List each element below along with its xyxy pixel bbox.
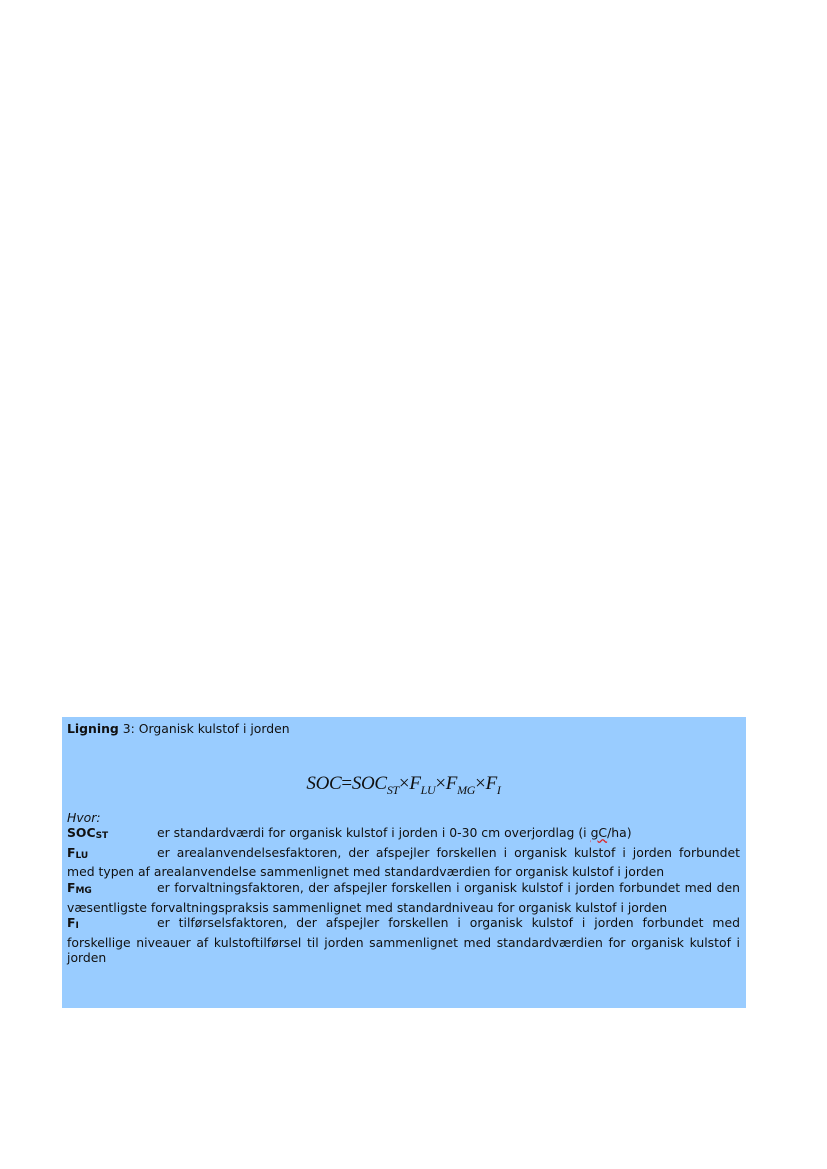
definition-f-i xyxy=(67,915,740,966)
formula-times-1: × xyxy=(398,772,410,794)
formula-f-i: F xyxy=(485,772,497,794)
formula-times-2: × xyxy=(435,772,446,794)
where-label: Hvor: xyxy=(67,809,101,825)
definition-text: er forvaltningsfaktoren, der afspejler forskellen i organisk kulstof i jorden forbundet med den væsentligste forvaltningspraksis sammenlignet med standardniveau for organisk kulstof i jorden xyxy=(67,879,740,915)
definition-symbol: $F_{LU}$ xyxy=(67,844,89,861)
equation-box xyxy=(62,717,746,1008)
formula-times-3: × xyxy=(475,772,486,794)
definition-symbol: $F_I$ xyxy=(67,915,79,932)
definition-f-mg xyxy=(67,880,740,915)
definition-text: er tilførselsfaktoren, der afspejler forskellen i organisk kulstof i jorden forbundet med forskellige niveauer af kulstoftilførsel til jorden sammenlignet med standardværdien for organisk kulstof i jorden xyxy=(67,915,740,966)
definition-symbol: $SOC_{ST}$ xyxy=(67,825,109,842)
equation-number: 3: xyxy=(122,721,135,736)
spellcheck-underlined-word: gC xyxy=(590,825,608,841)
formula-lhs: SOC xyxy=(306,772,342,794)
equation-label: Ligning xyxy=(67,721,119,736)
definition-soc-st xyxy=(67,825,740,845)
formula-f-lu-subscript: LU xyxy=(420,782,436,797)
formula-equals: = xyxy=(341,772,352,794)
formula-f-lu: F xyxy=(409,772,421,794)
definition-symbol: $F_{MG}$ xyxy=(67,879,92,896)
definition-f-lu xyxy=(67,845,740,880)
formula-soc-subscript: ST xyxy=(386,782,399,797)
equation-title: Organisk kulstof i jorden xyxy=(138,721,290,736)
soc-formula xyxy=(67,772,740,810)
definition-text: er arealanvendelsesfaktoren, der afspejler forskellen i organisk kulstof i jorden forbundet med typen af arealanvendelse sammenlignet med standardværdien for organisk kulstof i jorden xyxy=(67,844,740,880)
formula-f-mg-subscript: MG xyxy=(457,782,476,797)
formula-f-i-subscript: I xyxy=(496,782,501,797)
equation-caption xyxy=(67,721,740,737)
definition-text: er standardværdi for organisk kulstof i jorden i 0-30 cm overjordlag (i gC/ha) xyxy=(157,825,632,841)
formula-f-mg: F xyxy=(445,772,458,794)
formula-soc: SOC xyxy=(351,772,387,794)
